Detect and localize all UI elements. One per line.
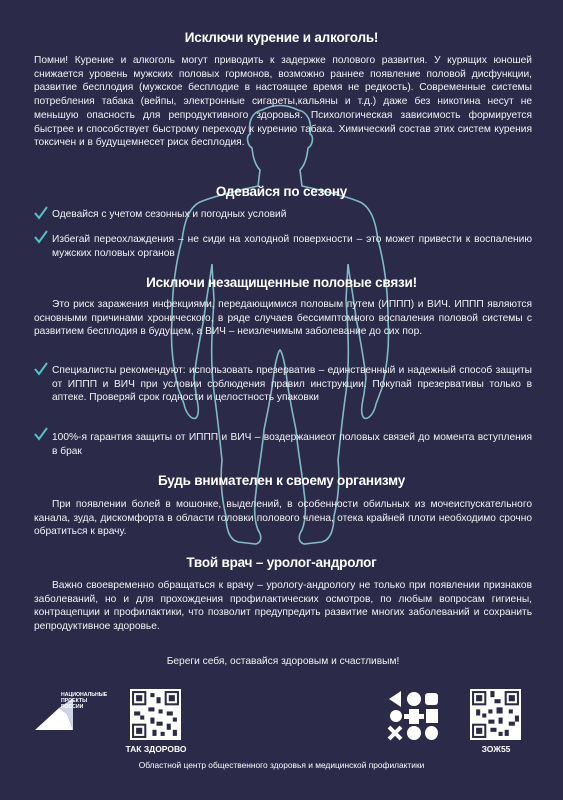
closing-wish: Береги себя, оставайся здоровым и счастливым! <box>166 656 400 667</box>
heading-smoking-alcohol: Исключи курение и алкоголь! <box>184 30 379 45</box>
national-projects-text: НАЦИОНАЛЬНЫЕ ПРОЕКТЫ РОССИИ <box>61 692 108 710</box>
list-item-dress-1: Одевайся с учетом сезонных и погодных условий <box>52 209 287 220</box>
list-item-abstinence: 100%-я гарантия защиты от ИППП и ВИЧ – воздержаниеот половых связей до момента вступления в брак <box>52 432 532 457</box>
check-icon <box>34 230 48 244</box>
paragraph-smoking-alcohol: Помни! Курение и алкоголь могут приводить к задержке полового развития. У курящих юношей снижается уровень мужских половых гормонов, возможно раннее появление половой дисфункции, развитие бесплодия (мужское бесплодие в настоящее время не редкость). Современные системы потребления табака (вейпы, электронные сигареты,кальяны и т.д.) даже без никотина несут не меньшую опасность для репродуктивного здоровья. Психологическая зависимость формируется быстрее и способствует быстрому переходу к курению табака. Химический состав этих систем курения токсичен и в будущемнесет риск бесплодия. <box>34 55 532 149</box>
heading-attentive-to-body: Будь внимателен к своему организму <box>157 473 406 488</box>
check-icon <box>34 427 48 441</box>
check-icon <box>34 206 48 220</box>
heading-unprotected-relations: Исключи незащищенные половые связи! <box>146 275 417 290</box>
check-icon <box>34 362 48 376</box>
qr-code-tak-zdorovo[interactable] <box>130 689 181 740</box>
paragraph-attentive-to-body: При появлении болей в мошонке, выделений, в особенности обильных из мочеиспускательного канала, зуда, дискомфорта в области головки полового члена, отека крайней плоти необходимо срочно обратиться к врачу. <box>34 499 532 538</box>
qr-caption-tak-zdorovo: ТАК ЗДОРОВО <box>125 744 187 754</box>
paragraph-unprotected-relations: Это риск заражения инфекциями, передающимися половым путем (ИППП) и ВИЧ. ИППП являются основными причинами хронического, в ряде случаев бессимптомного воспаления половой системы с развитием бесплодия в будущем, а ВИЧ – неизлечимым заболевание до сих пор. <box>34 299 532 338</box>
paragraph-urologist: Важно своевременно обращаться к врачу – урологу-андрологу не только при появлении признаков заболеваний, но и для прохождения профилактических осмотров, по любым вопросам гигиены, контрацепции и профилактики, что позволит предупредить развитие многих заболеваний и сохранить репродуктивное здоровье. <box>34 580 532 633</box>
footer-organization: Областной центр общественного здоровья и медицинской профилактики <box>138 760 425 770</box>
list-item-dress-2: Избегай переохлаждения – не сиди на холодной поверхности – это может привести к воспалению мужских половых органов <box>52 234 532 259</box>
list-item-specialists-recommend: Специалисты рекомендуют: использовать презерватив – единственный и надежный способ защиты от ИППП и ВИЧ при условии соблюдения правил инструкции. Покупай презервативы только в аптеке. Проверяй срок годности и целостность упаковки <box>52 365 532 404</box>
heading-dress-by-season: Одевайся по сезону <box>215 184 348 199</box>
heading-urologist: Твой врач – уролог-андролог <box>186 555 377 570</box>
zozh-shapes-logo <box>387 689 441 743</box>
qr-code-zozh55[interactable] <box>470 689 521 740</box>
qr-caption-zozh55: ЗОЖ55 <box>481 744 511 754</box>
